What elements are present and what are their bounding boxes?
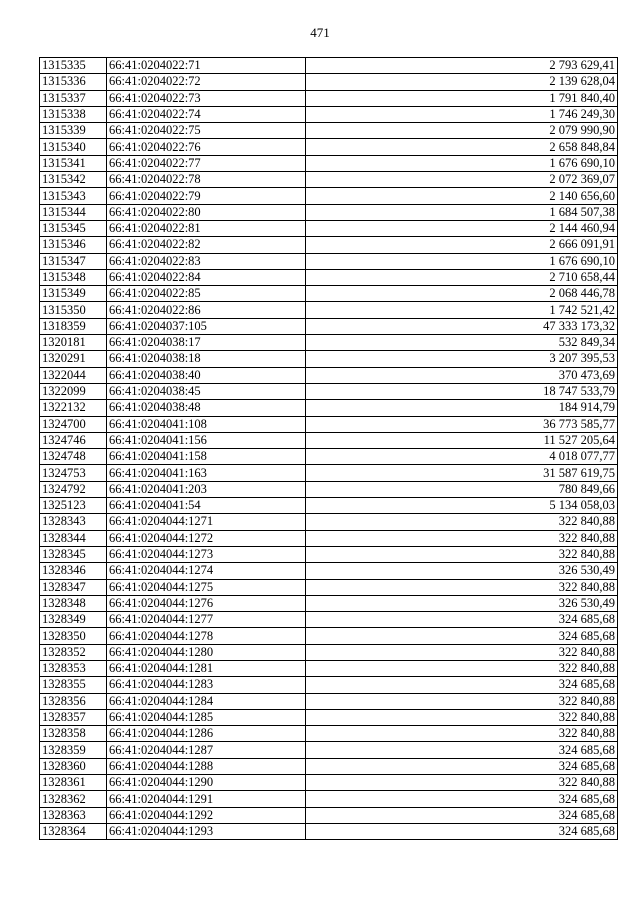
table-row — [40, 188, 618, 204]
cadastral-number-cell: 66:41:0204044:1278 — [107, 628, 306, 644]
row-number-cell: 1324700 — [40, 416, 107, 432]
cadastral-number-cell: 66:41:0204022:77 — [107, 155, 306, 171]
row-number-cell: 1328350 — [40, 628, 107, 644]
row-number-cell: 1328362 — [40, 791, 107, 807]
table-row — [40, 693, 618, 709]
cadastral-number-cell: 66:41:0204044:1286 — [107, 726, 306, 742]
cadastral-number-cell: 66:41:0204022:73 — [107, 90, 306, 106]
table-row — [40, 498, 618, 514]
table-row — [40, 432, 618, 448]
cadastral-value-cell: 2 658 848,84 — [306, 139, 618, 155]
table-row — [40, 416, 618, 432]
cadastral-value-cell: 1 676 690,10 — [306, 253, 618, 269]
cadastral-number-cell: 66:41:0204044:1293 — [107, 823, 306, 839]
row-number-cell: 1315348 — [40, 269, 107, 285]
cadastral-value-cell: 322 840,88 — [306, 514, 618, 530]
table-row — [40, 660, 618, 676]
cadastral-number-cell: 66:41:0204022:80 — [107, 204, 306, 220]
row-number-cell: 1328364 — [40, 823, 107, 839]
table-row — [40, 253, 618, 269]
cadastral-number-cell: 66:41:0204044:1280 — [107, 644, 306, 660]
cadastral-value-cell: 2 072 369,07 — [306, 172, 618, 188]
cadastral-value-cell: 1 746 249,30 — [306, 106, 618, 122]
cadastral-number-cell: 66:41:0204044:1277 — [107, 612, 306, 628]
row-number-cell: 1315347 — [40, 253, 107, 269]
row-number-cell: 1328359 — [40, 742, 107, 758]
table-row — [40, 563, 618, 579]
row-number-cell: 1320291 — [40, 351, 107, 367]
row-number-cell: 1315339 — [40, 123, 107, 139]
cadastral-value-cell: 324 685,68 — [306, 807, 618, 823]
row-number-cell: 1328349 — [40, 612, 107, 628]
row-number-cell: 1324748 — [40, 449, 107, 465]
cadastral-value-cell: 36 773 585,77 — [306, 416, 618, 432]
cadastral-number-cell: 66:41:0204041:163 — [107, 465, 306, 481]
row-number-cell: 1315345 — [40, 220, 107, 236]
cadastral-number-cell: 66:41:0204044:1281 — [107, 660, 306, 676]
cadastral-value-cell: 322 840,88 — [306, 644, 618, 660]
page-number: 471 — [310, 25, 330, 40]
cadastral-number-cell: 66:41:0204044:1288 — [107, 758, 306, 774]
cadastral-number-cell: 66:41:0204044:1275 — [107, 579, 306, 595]
cadastral-value-cell: 324 685,68 — [306, 628, 618, 644]
table-row — [40, 383, 618, 399]
cadastral-value-cell: 322 840,88 — [306, 693, 618, 709]
cadastral-value-cell: 2 068 446,78 — [306, 286, 618, 302]
row-number-cell: 1315336 — [40, 74, 107, 90]
table-row — [40, 335, 618, 351]
cadastral-number-cell: 66:41:0204038:45 — [107, 383, 306, 399]
cadastral-number-cell: 66:41:0204041:158 — [107, 449, 306, 465]
table-row — [40, 286, 618, 302]
cadastral-value-cell: 326 530,49 — [306, 563, 618, 579]
row-number-cell: 1328347 — [40, 579, 107, 595]
table-row — [40, 775, 618, 791]
cadastral-value-cell: 322 840,88 — [306, 726, 618, 742]
cadastral-number-cell: 66:41:0204022:83 — [107, 253, 306, 269]
row-number-cell: 1315338 — [40, 106, 107, 122]
row-number-cell: 1328346 — [40, 563, 107, 579]
cadastral-number-cell: 66:41:0204038:48 — [107, 400, 306, 416]
row-number-cell: 1328361 — [40, 775, 107, 791]
cadastral-value-cell: 324 685,68 — [306, 758, 618, 774]
cadastral-value-table — [39, 57, 618, 840]
table-row — [40, 237, 618, 253]
table-row — [40, 807, 618, 823]
table-row — [40, 204, 618, 220]
cadastral-value-cell: 2 710 658,44 — [306, 269, 618, 285]
row-number-cell: 1324746 — [40, 432, 107, 448]
table-row — [40, 139, 618, 155]
cadastral-value-cell: 2 144 460,94 — [306, 220, 618, 236]
cadastral-value-cell: 1 676 690,10 — [306, 155, 618, 171]
cadastral-number-cell: 66:41:0204038:40 — [107, 367, 306, 383]
cadastral-value-cell: 5 134 058,03 — [306, 498, 618, 514]
cadastral-value-cell: 4 018 077,77 — [306, 449, 618, 465]
table-row — [40, 58, 618, 74]
row-number-cell: 1328360 — [40, 758, 107, 774]
cadastral-value-cell: 324 685,68 — [306, 823, 618, 839]
cadastral-number-cell: 66:41:0204044:1283 — [107, 677, 306, 693]
cadastral-value-cell: 324 685,68 — [306, 612, 618, 628]
row-number-cell: 1315343 — [40, 188, 107, 204]
cadastral-number-cell: 66:41:0204022:82 — [107, 237, 306, 253]
table-row — [40, 351, 618, 367]
row-number-cell: 1322044 — [40, 367, 107, 383]
cadastral-value-cell: 326 530,49 — [306, 595, 618, 611]
cadastral-number-cell: 66:41:0204022:72 — [107, 74, 306, 90]
row-number-cell: 1328358 — [40, 726, 107, 742]
table-row — [40, 579, 618, 595]
cadastral-number-cell: 66:41:0204022:84 — [107, 269, 306, 285]
cadastral-number-cell: 66:41:0204044:1274 — [107, 563, 306, 579]
cadastral-value-cell: 2 666 091,91 — [306, 237, 618, 253]
cadastral-number-cell: 66:41:0204022:76 — [107, 139, 306, 155]
cadastral-value-cell: 324 685,68 — [306, 677, 618, 693]
table-row — [40, 449, 618, 465]
table-row — [40, 823, 618, 839]
cadastral-value-cell: 370 473,69 — [306, 367, 618, 383]
cadastral-number-cell: 66:41:0204044:1272 — [107, 530, 306, 546]
cadastral-value-cell: 184 914,79 — [306, 400, 618, 416]
row-number-cell: 1315346 — [40, 237, 107, 253]
cadastral-number-cell: 66:41:0204022:81 — [107, 220, 306, 236]
cadastral-number-cell: 66:41:0204044:1287 — [107, 742, 306, 758]
cadastral-value-cell: 18 747 533,79 — [306, 383, 618, 399]
table-row — [40, 612, 618, 628]
row-number-cell: 1324792 — [40, 481, 107, 497]
row-number-cell: 1328345 — [40, 546, 107, 562]
table-row — [40, 155, 618, 171]
row-number-cell: 1328355 — [40, 677, 107, 693]
row-number-cell: 1315335 — [40, 58, 107, 74]
row-number-cell: 1328356 — [40, 693, 107, 709]
cadastral-number-cell: 66:41:0204044:1292 — [107, 807, 306, 823]
cadastral-number-cell: 66:41:0204041:108 — [107, 416, 306, 432]
table-row — [40, 595, 618, 611]
table-row — [40, 106, 618, 122]
row-number-cell: 1324753 — [40, 465, 107, 481]
row-number-cell: 1315341 — [40, 155, 107, 171]
row-number-cell: 1328357 — [40, 709, 107, 725]
cadastral-value-cell: 532 849,34 — [306, 335, 618, 351]
cadastral-value-cell: 2 079 990,90 — [306, 123, 618, 139]
table-row — [40, 465, 618, 481]
cadastral-value-cell: 2 793 629,41 — [306, 58, 618, 74]
row-number-cell: 1322132 — [40, 400, 107, 416]
row-number-cell: 1315344 — [40, 204, 107, 220]
cadastral-number-cell: 66:41:0204041:203 — [107, 481, 306, 497]
cadastral-number-cell: 66:41:0204044:1276 — [107, 595, 306, 611]
table-row — [40, 791, 618, 807]
row-number-cell: 1315342 — [40, 172, 107, 188]
table-row — [40, 742, 618, 758]
cadastral-value-cell: 322 840,88 — [306, 579, 618, 595]
row-number-cell: 1318359 — [40, 318, 107, 334]
table-row — [40, 546, 618, 562]
table-row — [40, 628, 618, 644]
table-row — [40, 220, 618, 236]
cadastral-value-cell: 1 742 521,42 — [306, 302, 618, 318]
table-row — [40, 172, 618, 188]
row-number-cell: 1328363 — [40, 807, 107, 823]
table-row — [40, 90, 618, 106]
cadastral-value-cell: 322 840,88 — [306, 775, 618, 791]
cadastral-number-cell: 66:41:0204022:86 — [107, 302, 306, 318]
table-body — [40, 58, 618, 840]
table-row — [40, 644, 618, 660]
row-number-cell: 1328343 — [40, 514, 107, 530]
row-number-cell: 1328353 — [40, 660, 107, 676]
row-number-cell: 1325123 — [40, 498, 107, 514]
table-row — [40, 302, 618, 318]
table-row — [40, 514, 618, 530]
cadastral-number-cell: 66:41:0204041:156 — [107, 432, 306, 448]
cadastral-value-cell: 1 684 507,38 — [306, 204, 618, 220]
row-number-cell: 1315349 — [40, 286, 107, 302]
cadastral-number-cell: 66:41:0204022:71 — [107, 58, 306, 74]
cadastral-number-cell: 66:41:0204044:1273 — [107, 546, 306, 562]
row-number-cell: 1328344 — [40, 530, 107, 546]
cadastral-number-cell: 66:41:0204022:74 — [107, 106, 306, 122]
row-number-cell: 1328348 — [40, 595, 107, 611]
table-row — [40, 530, 618, 546]
cadastral-number-cell: 66:41:0204044:1291 — [107, 791, 306, 807]
row-number-cell: 1315350 — [40, 302, 107, 318]
cadastral-number-cell: 66:41:0204022:78 — [107, 172, 306, 188]
cadastral-value-cell: 3 207 395,53 — [306, 351, 618, 367]
cadastral-number-cell: 66:41:0204022:79 — [107, 188, 306, 204]
cadastral-value-cell: 47 333 173,32 — [306, 318, 618, 334]
table-row — [40, 758, 618, 774]
cadastral-number-cell: 66:41:0204044:1271 — [107, 514, 306, 530]
cadastral-value-cell: 31 587 619,75 — [306, 465, 618, 481]
table-row — [40, 74, 618, 90]
table-row — [40, 269, 618, 285]
cadastral-value-cell: 324 685,68 — [306, 742, 618, 758]
row-number-cell: 1320181 — [40, 335, 107, 351]
cadastral-number-cell: 66:41:0204022:85 — [107, 286, 306, 302]
cadastral-number-cell: 66:41:0204041:54 — [107, 498, 306, 514]
cadastral-number-cell: 66:41:0204038:17 — [107, 335, 306, 351]
cadastral-value-cell: 322 840,88 — [306, 530, 618, 546]
cadastral-value-cell: 322 840,88 — [306, 546, 618, 562]
cadastral-number-cell: 66:41:0204044:1290 — [107, 775, 306, 791]
table-row — [40, 481, 618, 497]
cadastral-value-cell: 2 139 628,04 — [306, 74, 618, 90]
table-row — [40, 709, 618, 725]
cadastral-value-cell: 322 840,88 — [306, 709, 618, 725]
cadastral-number-cell: 66:41:0204037:105 — [107, 318, 306, 334]
cadastral-value-cell: 322 840,88 — [306, 660, 618, 676]
cadastral-value-cell: 2 140 656,60 — [306, 188, 618, 204]
cadastral-number-cell: 66:41:0204038:18 — [107, 351, 306, 367]
row-number-cell: 1328352 — [40, 644, 107, 660]
row-number-cell: 1322099 — [40, 383, 107, 399]
table-row — [40, 400, 618, 416]
cadastral-value-cell: 11 527 205,64 — [306, 432, 618, 448]
cadastral-value-cell: 324 685,68 — [306, 791, 618, 807]
cadastral-number-cell: 66:41:0204044:1284 — [107, 693, 306, 709]
cadastral-number-cell: 66:41:0204044:1285 — [107, 709, 306, 725]
table-row — [40, 367, 618, 383]
row-number-cell: 1315337 — [40, 90, 107, 106]
cadastral-number-cell: 66:41:0204022:75 — [107, 123, 306, 139]
table-row — [40, 726, 618, 742]
table-row — [40, 318, 618, 334]
cadastral-value-cell: 1 791 840,40 — [306, 90, 618, 106]
table-row — [40, 677, 618, 693]
row-number-cell: 1315340 — [40, 139, 107, 155]
cadastral-value-cell: 780 849,66 — [306, 481, 618, 497]
table-row — [40, 123, 618, 139]
